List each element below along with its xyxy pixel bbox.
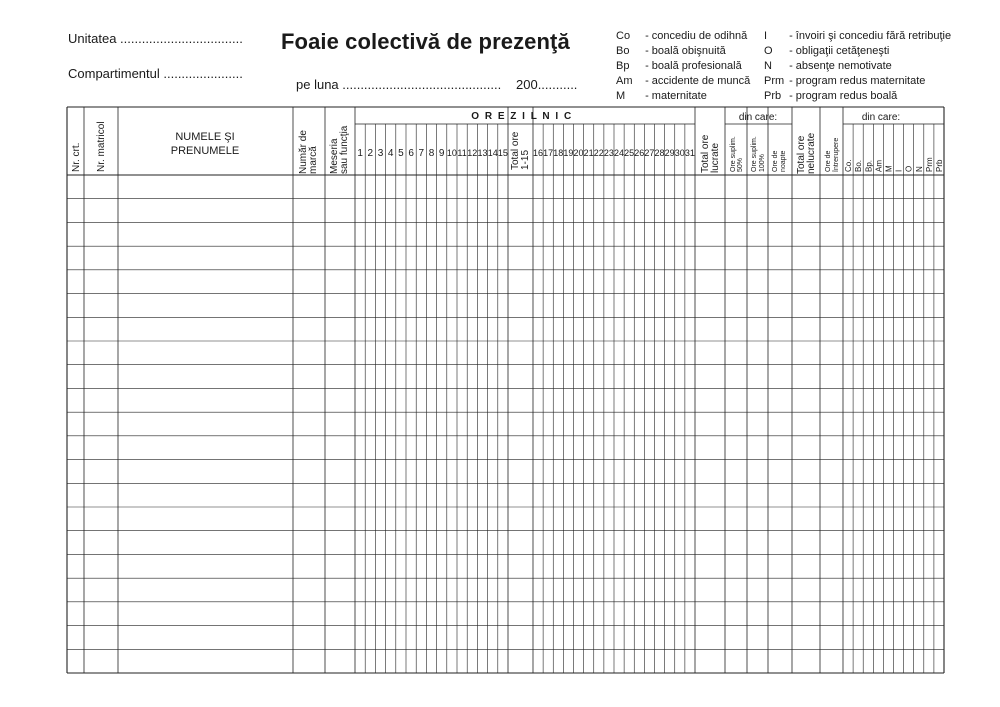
- day-number: 24: [614, 148, 625, 158]
- header-absence-code: Prb: [934, 159, 944, 172]
- header-absence-code: O: [904, 165, 914, 172]
- day-number: 18: [553, 148, 564, 158]
- day-number: 23: [603, 148, 614, 158]
- header-ore-supl-100-line2: 100%: [759, 154, 766, 172]
- day-number: 22: [593, 148, 604, 158]
- header-absence-code: N: [914, 166, 924, 172]
- header-absence-code: I: [894, 169, 904, 172]
- day-number: 6: [408, 148, 414, 159]
- header-meseria-line2: sau funcţia: [339, 125, 350, 174]
- table-row[interactable]: [67, 294, 944, 318]
- table-row[interactable]: [67, 412, 944, 436]
- day-number: 8: [428, 148, 435, 159]
- day-number: 19: [563, 148, 574, 158]
- header-din-care: din care:: [738, 112, 778, 123]
- header-meseria-line1: Meseria: [329, 138, 340, 174]
- header-absence-code: Co.: [844, 159, 854, 172]
- header-total-1-15-line1: Total ore: [510, 131, 521, 170]
- day-number: 7: [418, 148, 425, 159]
- legend-item: I - învoiri şi concediu fără retribuţie: [764, 30, 952, 42]
- header-total-lucrate-line2: lucrate: [710, 142, 721, 173]
- legend-item: Co - concediu de odihnă: [616, 30, 748, 42]
- header-marca-line1: Număr de: [298, 130, 309, 174]
- header-ore-noapte-line1: Ore de: [772, 150, 779, 172]
- day-number: 31: [684, 148, 695, 158]
- header-ore-zilnic: O R E Z I L N I C: [471, 111, 573, 122]
- table-row[interactable]: [67, 341, 944, 365]
- table-row[interactable]: [67, 270, 944, 294]
- header-absence-code: M: [884, 165, 894, 172]
- table-row[interactable]: [67, 246, 944, 270]
- legend-item: O - obligaţii cetăţeneşti: [764, 45, 890, 57]
- day-number: 1: [357, 148, 363, 159]
- day-number: 2: [367, 148, 374, 159]
- header-ore-supl-50-line2: 50%: [737, 157, 744, 172]
- legend-item: Am - accidente de muncă: [616, 75, 751, 87]
- day-number: 21: [583, 148, 594, 158]
- header-nr-crt: Nr. crt.: [71, 142, 82, 172]
- day-number: 10: [446, 148, 457, 158]
- header-din-care: din care:: [861, 112, 901, 123]
- day-number: 12: [467, 148, 478, 158]
- table-row[interactable]: [67, 317, 944, 341]
- day-number: 13: [477, 148, 488, 158]
- day-number: 20: [573, 148, 584, 158]
- header-name-line2: PRENUMELE: [170, 145, 240, 157]
- header-total-nelucrate-line1: Total ore: [796, 135, 807, 174]
- header-nr-matricol: Nr. matricol: [96, 121, 107, 172]
- table-row[interactable]: [67, 626, 944, 650]
- day-number: 30: [674, 148, 685, 158]
- legend-item: N - absenţe nemotivate: [764, 60, 892, 72]
- header-total-1-15-line2: 1-15: [520, 149, 531, 170]
- day-number: 5: [398, 148, 404, 159]
- header-absence-code: Am: [874, 160, 884, 172]
- header-name-line1: NUMELE ŞI: [175, 131, 235, 143]
- day-number: 3: [377, 148, 384, 159]
- page-title: Foaie colectivă de prezenţă: [281, 29, 570, 54]
- table-row[interactable]: [67, 602, 944, 626]
- table-row[interactable]: [67, 175, 944, 199]
- day-number: 29: [664, 148, 675, 158]
- month-field[interactable]: pe luna ............................................: [296, 77, 502, 92]
- table-row[interactable]: [67, 578, 944, 602]
- department-field[interactable]: Compartimentul ......................: [68, 66, 243, 81]
- day-number: 14: [487, 148, 498, 158]
- unit-field[interactable]: Unitatea ..................................: [68, 31, 243, 46]
- table-row[interactable]: [67, 649, 944, 673]
- table-row[interactable]: [67, 554, 944, 578]
- header-ore-intrerupere-line2: întrerupere: [833, 137, 840, 172]
- table-row[interactable]: [67, 365, 944, 389]
- legend-item: Bo - boală obişnuită: [616, 45, 726, 57]
- header-total-nelucrate-line2: nelucrate: [806, 132, 817, 174]
- day-number: 16: [533, 148, 544, 158]
- header-marca-line2: marcă: [308, 146, 319, 174]
- table-row[interactable]: [67, 507, 944, 531]
- header-ore-noapte-line2: noapte: [780, 150, 787, 172]
- day-number: 11: [457, 148, 467, 158]
- table-row[interactable]: [67, 388, 944, 412]
- day-number: 26: [634, 148, 645, 158]
- header-absence-code: Prm: [924, 157, 934, 172]
- day-number: 4: [387, 148, 394, 159]
- day-number: 15: [497, 148, 508, 158]
- header-ore-intrerupere-line1: Ore de: [825, 150, 832, 172]
- table-row[interactable]: [67, 483, 944, 507]
- year-field[interactable]: 200...........: [516, 77, 578, 92]
- legend-item: Prm - program redus maternitate: [764, 75, 926, 87]
- table-row[interactable]: [67, 436, 944, 460]
- header-absence-code: Bp.: [864, 159, 874, 172]
- header-total-lucrate-line1: Total ore: [700, 134, 711, 173]
- table-row[interactable]: [67, 222, 944, 246]
- table-row[interactable]: [67, 199, 944, 223]
- legend-item: Bp - boală profesională: [616, 60, 742, 72]
- day-number: 9: [438, 148, 445, 159]
- legend-item: Prb - program redus boală: [764, 90, 898, 102]
- day-number: 25: [624, 148, 635, 158]
- header-absence-code: Bo.: [854, 159, 864, 172]
- legend-item: M - maternitate: [616, 90, 707, 102]
- header-ore-supl-100-line1: Ore suplim.: [751, 136, 758, 172]
- day-number: 28: [654, 148, 665, 158]
- table-row[interactable]: [67, 531, 944, 555]
- header-ore-supl-50-line1: Ore suplim.: [730, 136, 737, 172]
- day-number: 17: [543, 148, 554, 158]
- day-number: 27: [644, 148, 655, 158]
- table-row[interactable]: [67, 460, 944, 484]
